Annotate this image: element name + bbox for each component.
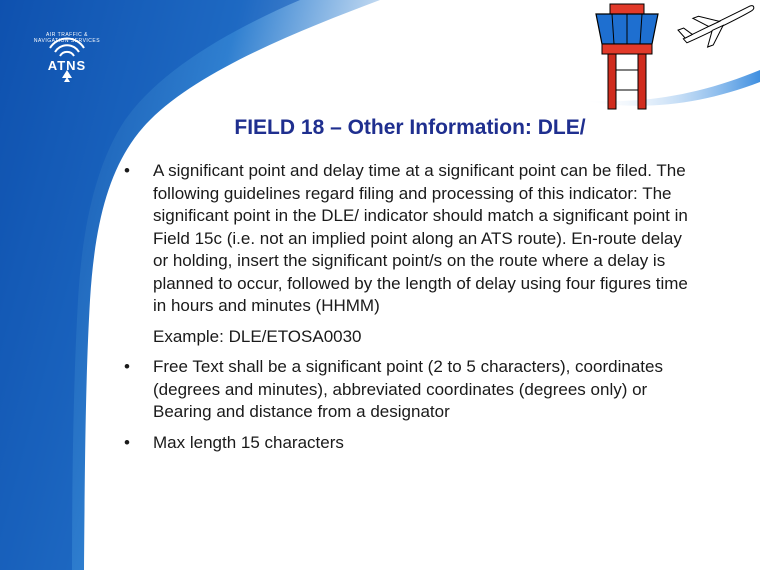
control-tower-icon [596,4,658,109]
bullet-text: Max length 15 characters [153,432,344,452]
bullet-text: Free Text shall be a significant point (2 to 5 characters), coordinates (degrees and minutes), abbreviated coordinates (degrees only) or Bearing and distance from a designator [153,357,663,421]
bullet-item [120,160,690,318]
slide-title: FIELD 18 – Other Information: DLE/ [234,116,586,139]
bullet-item [120,356,690,424]
bullet-marker: • [124,357,130,376]
slide-content [120,160,690,462]
airplane-icon [676,0,760,55]
example-line: Example: DLE/ETOSA0030 [153,326,362,346]
logo-arc-text: AIR TRAFFIC & NAVIGATION SERVICES [33,32,101,44]
control-tower-illustration [570,0,760,115]
logo-text: ATNS [47,58,87,73]
bullet-text: A significant point and delay time at a significant point can be filed. The following guidelines regard filing and processing of this indicator: The significant point in the DLE/ indicator should match a significant point in Field 15c (i.e. not an implied point along an ATS route). En-route delay or holding, insert the significant point/s on the route where a delay is planned to occur, followed by the length of delay using four figures time in hours and minutes (HHMM) [153,161,688,315]
atns-logo [30,28,104,90]
bullet-marker: • [124,161,130,180]
bullet-item [120,432,690,455]
bullet-marker: • [124,432,130,452]
